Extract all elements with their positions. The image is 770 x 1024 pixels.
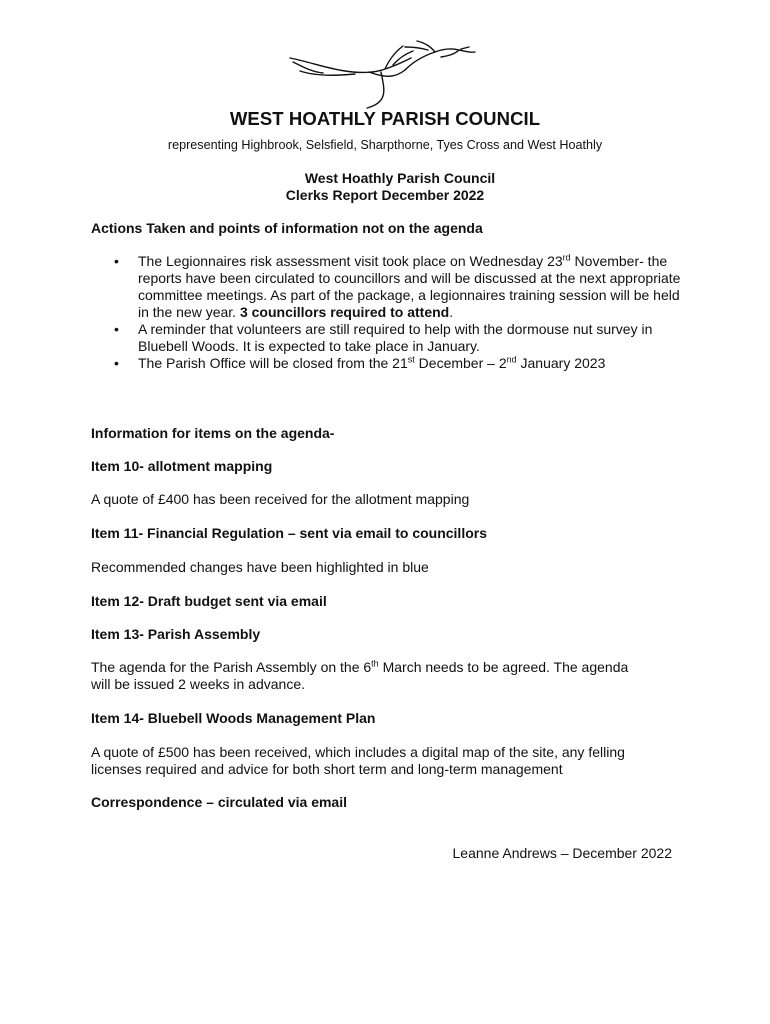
bullet-dot-icon: • [114, 355, 119, 371]
item11-heading: Item 11- Financial Regulation – sent via email to councillors [91, 525, 487, 541]
councillors-required: 3 councillors required to attend [239, 304, 450, 320]
item14-text: A quote of £500 has been received, which includes a digital map of the site, any felling licenses required and advice for both short term and long-term management [91, 744, 625, 777]
bird-logo-icon [285, 38, 480, 110]
item10-text: A quote of £400 has been received for the allotment mapping [91, 491, 470, 507]
actions-list [91, 253, 691, 372]
council-representing: representing Highbrook, Selsfield, Sharpthorne, Tyes Cross and West Hoathly [167, 138, 603, 152]
item13-text: The agenda for the Parish Assembly on the 6th March needs to be agreed. The agenda will be issued 2 weeks in advance. [91, 658, 629, 692]
correspondence-heading: Correspondence – circulated via email [91, 794, 347, 810]
signature: Leanne Andrews – December 2022 [452, 845, 672, 861]
bullet-dot-icon: • [114, 321, 119, 337]
item11-text: Recommended changes have been highlighted in blue [91, 559, 429, 575]
item12-heading: Item 12- Draft budget sent via email [91, 593, 327, 609]
report-title: West Hoathly Parish Council [304, 170, 496, 186]
bullet-dot-icon: • [114, 253, 119, 269]
list-item: • The Legionnaires risk assessment visit took place on Wednesday 23rd November- the reports have been circulated to councillors and will be discussed at the next appropriate committee meetings. As part of the package, a legionnaires training session will be held in the new year. 3 councillors required to attend. [114, 252, 681, 320]
list-item: • A reminder that volunteers are still required to help with the dormouse nut survey in Bluebell Woods. It is expected to take place in January. [114, 321, 653, 354]
list-item: • The Parish Office will be closed from the 21st December – 2nd January 2023 [114, 354, 606, 371]
agenda-heading: Information for items on the agenda- [91, 425, 335, 441]
actions-heading: Actions Taken and points of information not on the agenda [91, 220, 483, 236]
item13-heading: Item 13- Parish Assembly [91, 626, 261, 642]
report-subtitle: Clerks Report December 2022 [285, 187, 485, 203]
item10-heading: Item 10- allotment mapping [91, 458, 273, 474]
council-name: WEST HOATHLY PARISH COUNCIL [229, 108, 541, 129]
item14-heading: Item 14- Bluebell Woods Management Plan [91, 710, 376, 726]
